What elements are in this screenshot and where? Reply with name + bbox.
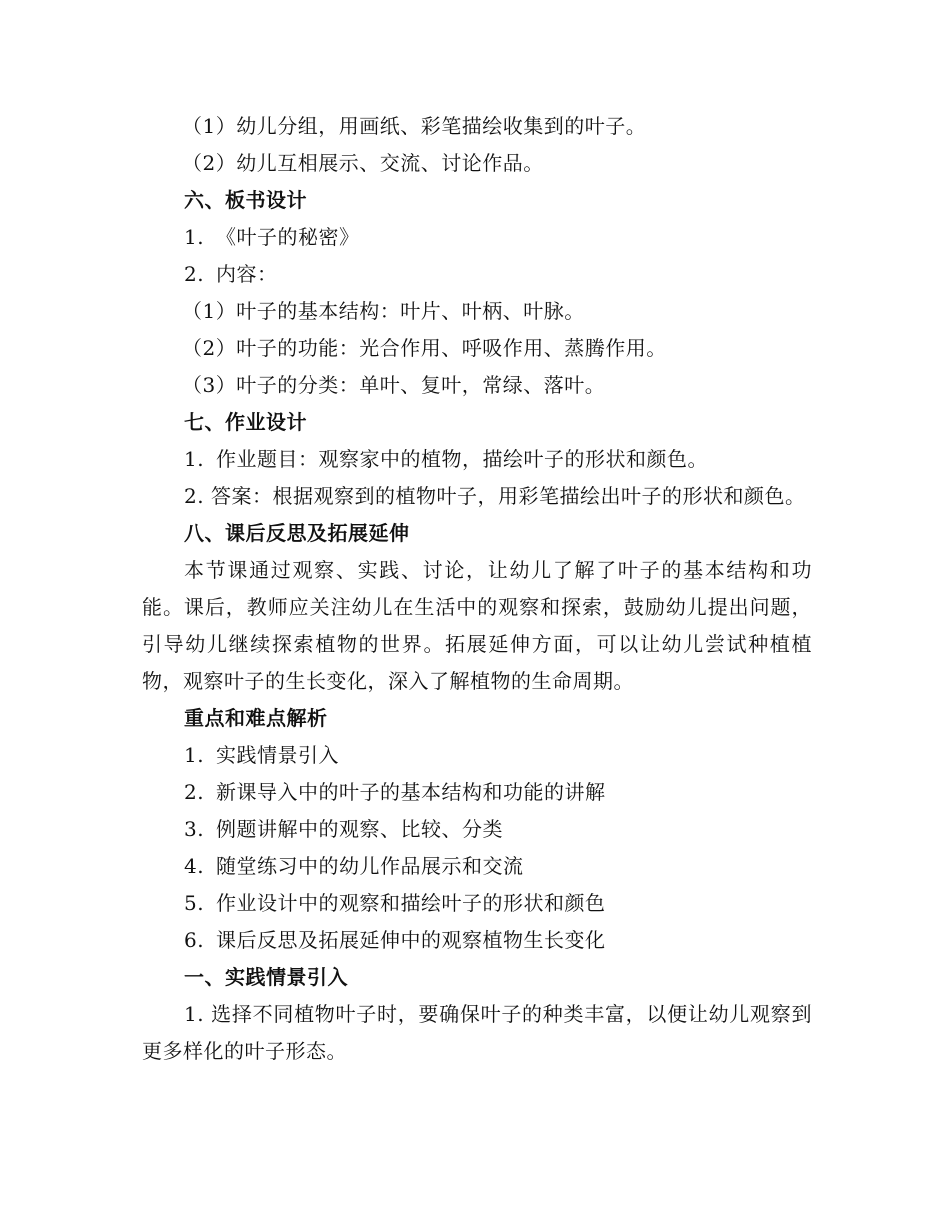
item-text: 作业题目：观察家中的植物，描绘叶子的形状和颜色。 <box>216 447 708 471</box>
list-item: （3）叶子的分类：单叶、复叶，常绿、落叶。 <box>182 373 606 397</box>
item-text: 内容： <box>216 262 278 286</box>
numbered-item <box>142 219 812 256</box>
item-text: 课后反思及拓展延伸中的观察植物生长变化 <box>216 928 606 952</box>
practice-paragraph: 1. 选择不同植物叶子时，要确保叶子的种类丰富，以便让幼儿观察到更多样化的叶子形态。 <box>142 1002 812 1063</box>
item-text: 《叶子的秘密》 <box>216 225 360 249</box>
numbered-item <box>142 737 812 774</box>
item-number: 6. <box>184 928 205 952</box>
item-number: 1. <box>184 447 205 471</box>
reflection-paragraph: 本节课通过观察、实践、讨论，让幼儿了解了叶子的基本结构和功能。课后，教师应关注幼儿在生活中的观察和探索，鼓励幼儿提出问题，引导幼儿继续探索植物的世界。拓展延伸方面，可以让幼儿尝试种植植物，观察叶子的生长变化，深入了解植物的生命周期。 <box>142 558 812 693</box>
item-text: 新课导入中的叶子的基本结构和功能的讲解 <box>216 780 606 804</box>
list-item: （2）叶子的功能：光合作用、呼吸作用、蒸腾作用。 <box>182 336 667 360</box>
numbered-item <box>142 774 812 811</box>
section-heading: 重点和难点解析 <box>184 706 328 730</box>
section-heading: 一、实践情景引入 <box>184 965 348 989</box>
answer-paragraph: 2. 答案：根据观察到的植物叶子，用彩笔描绘出叶子的形状和颜色。 <box>184 484 806 508</box>
item-number: 1. <box>184 225 205 249</box>
numbered-item <box>142 922 812 959</box>
document-body <box>142 108 812 1070</box>
numbered-item <box>142 256 812 293</box>
numbered-item <box>142 885 812 922</box>
list-item: （1）幼儿分组，用画纸、彩笔描绘收集到的叶子。 <box>182 114 647 138</box>
item-number: 2. <box>184 262 205 286</box>
item-number: 5. <box>184 891 205 915</box>
item-text: 例题讲解中的观察、比较、分类 <box>216 817 503 841</box>
item-text: 实践情景引入 <box>216 743 339 767</box>
numbered-item <box>142 441 812 478</box>
item-number: 1. <box>184 743 205 767</box>
item-text: 随堂练习中的幼儿作品展示和交流 <box>216 854 524 878</box>
numbered-item <box>142 848 812 885</box>
section-heading: 六、板书设计 <box>184 188 307 212</box>
numbered-item <box>142 811 812 848</box>
item-number: 4. <box>184 854 205 878</box>
list-item: （2）幼儿互相展示、交流、讨论作品。 <box>182 151 544 175</box>
item-text: 作业设计中的观察和描绘叶子的形状和颜色 <box>216 891 606 915</box>
section-heading: 八、课后反思及拓展延伸 <box>184 521 410 545</box>
list-item: （1）叶子的基本结构：叶片、叶柄、叶脉。 <box>182 299 585 323</box>
item-number: 3. <box>184 817 205 841</box>
item-number: 2. <box>184 780 205 804</box>
section-heading: 七、作业设计 <box>184 410 307 434</box>
